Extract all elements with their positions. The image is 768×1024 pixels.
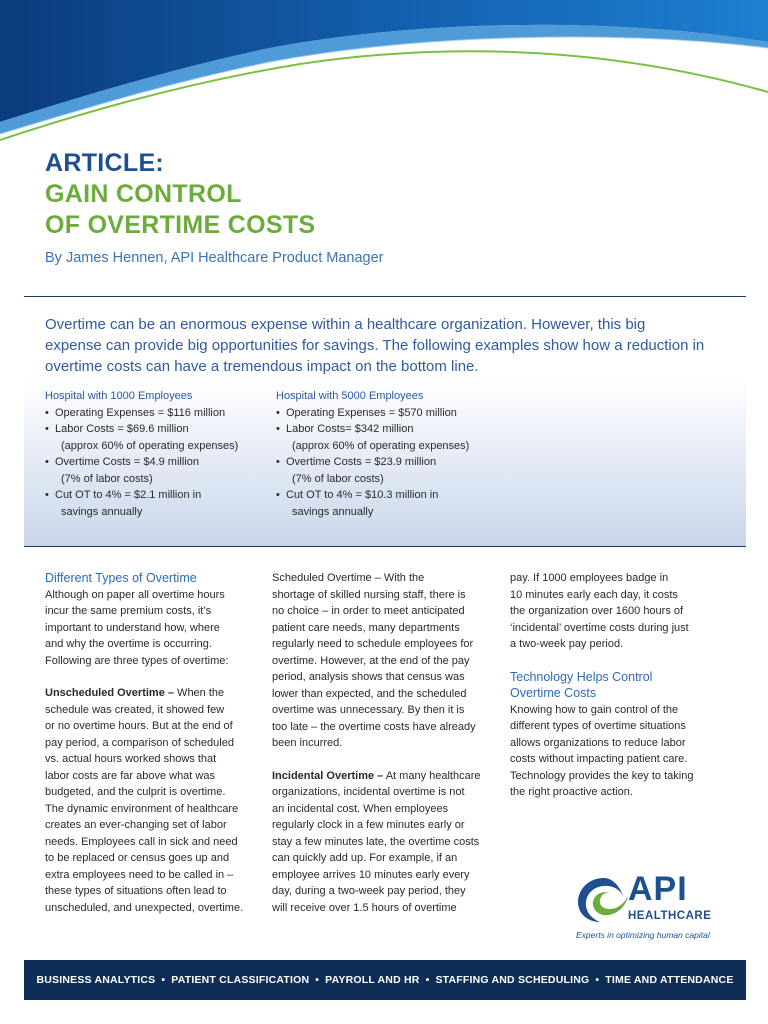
stat-item-note: (7% of labor costs): [292, 472, 384, 485]
logo-swirl-icon: [576, 874, 632, 926]
spacer: [272, 752, 497, 768]
title-line-1: GAIN CONTROL: [45, 180, 242, 208]
column-1: [45, 570, 260, 916]
stat-item-note: (7% of labor costs): [61, 472, 153, 485]
body-line: vs. actual hours worked shows that: [45, 753, 217, 765]
footer-item: PATIENT CLASSIFICATION: [171, 974, 310, 986]
body-line: pay. If 1000 employees badge in: [510, 572, 669, 584]
body-line: employee arrives 10 minutes early every: [272, 868, 470, 881]
section-heading: Technology Helps Control: [510, 669, 653, 684]
article-label: ARTICLE:: [45, 149, 165, 177]
body-line: stay a few minutes late, the overtime costs: [272, 835, 480, 848]
body-line: overtime was unnecessary. By then it is: [272, 704, 465, 716]
stat-item-note: savings annually: [292, 505, 374, 518]
body-line: can quickly add up. For example, if an: [272, 852, 458, 864]
stat-item: • Operating Expenses = $116 million: [45, 405, 238, 422]
body-line: Although on paper all overtime hours: [45, 588, 225, 601]
body-line: to be replaced or census goes up and: [45, 852, 230, 864]
body-line: organizations, incidental overtime is not: [272, 786, 465, 798]
body-line: Technology provides the key to taking: [510, 769, 694, 782]
body-line: labor costs are far above what was: [45, 769, 215, 782]
body-line: schedule was created, it showed few: [45, 703, 225, 716]
stat-item: • Overtime Costs = $4.9 million: [45, 454, 238, 471]
example-1000: [45, 388, 238, 520]
body-line: period, analysis shows that census was: [272, 671, 465, 683]
term-label: Unscheduled Overtime –: [45, 687, 174, 699]
footer-item: TIME AND ATTENDANCE: [605, 974, 734, 986]
footer-separator: •: [425, 974, 430, 986]
stat-item: • Operating Expenses = $570 million: [276, 405, 469, 422]
body-line: The dynamic environment of healthcare: [45, 802, 239, 815]
body-line: costs without impacting patient care.: [510, 753, 688, 765]
body-line: Knowing how to gain control of the: [510, 703, 679, 716]
footer-separator: •: [595, 974, 600, 986]
body-line: lower than expected, and the scheduled: [272, 687, 467, 700]
body-line: the right proactive action.: [510, 786, 633, 798]
stat-item-note: savings annually: [61, 505, 143, 518]
body-line: overtime. However, at the end of the pay: [272, 654, 470, 667]
body-line: Scheduled Overtime – With the: [272, 572, 425, 584]
footer-item: STAFFING AND SCHEDULING: [435, 974, 590, 986]
divider-top: [24, 296, 746, 297]
column-2: [272, 570, 497, 916]
body-line: or no overtime hours. But at the end of: [45, 720, 233, 732]
article-title: [45, 148, 315, 241]
example-heading: Hospital with 5000 Employees: [276, 390, 424, 402]
body-line: needs. Employees call in sick and need: [45, 835, 238, 848]
header-banner: [0, 0, 768, 150]
spacer: [45, 669, 260, 685]
body-line: incur the same premium costs, it’s: [45, 605, 212, 617]
stat-item: • Labor Costs = $69.6 million: [45, 421, 238, 438]
body-line: too late – the overtime costs have already: [272, 720, 476, 733]
logo-word: API: [628, 870, 688, 908]
footer-separator: •: [315, 974, 320, 986]
body-line: ‘incidental’ overtime costs during just: [510, 621, 689, 634]
wave-graphic: [0, 0, 768, 150]
body-line: and why the overtime is occurring.: [45, 638, 212, 650]
body-text: When the: [174, 687, 225, 699]
body-line: the organization over 1600 hours of: [510, 605, 684, 617]
body-line: [45, 685, 260, 702]
logo-subtitle: HEALTHCARE: [628, 910, 712, 922]
body-line: budgeted, and the culprit is overtime.: [45, 786, 226, 798]
body-line: a two-week pay period.: [510, 638, 624, 650]
body-line: 10 minutes early each day, it costs: [510, 588, 678, 601]
body-line: these types of situations often lead to: [45, 885, 227, 897]
intro-paragraph: Overtime can be an enormous expense within a healthcare organization. However, this big expense can provide big opportunities for savings. The following examples show how a reduction in overtime costs can have a tremendous impact on the bottom line.: [45, 316, 705, 375]
body-line: important to understand how, where: [45, 621, 220, 634]
body-line: pay period, a comparison of scheduled: [45, 736, 234, 749]
example-5000: [276, 388, 469, 520]
body-line: will receive over 1.5 hours of overtime: [272, 901, 457, 914]
body-line: no choice – in order to meet anticipated: [272, 605, 465, 617]
body-line: an incidental cost. When employees: [272, 802, 449, 815]
body-line: extra employees need to be called in –: [45, 868, 234, 881]
body-line: been incurred.: [272, 737, 343, 749]
title-line-2: OF OVERTIME COSTS: [45, 211, 316, 239]
body-line: regularly clock in a few minutes early or: [272, 819, 465, 831]
byline: By James Hennen, API Healthcare Product Manager: [45, 250, 384, 266]
body-line: creates an ever-changing set of labor: [45, 819, 227, 831]
api-healthcare-logo: [576, 872, 736, 944]
spacer: [510, 653, 730, 669]
body-line: shortage of skilled nursing staff, there is: [272, 588, 466, 601]
footer-item: PAYROLL AND HR: [325, 974, 420, 986]
column-3: [510, 570, 730, 801]
body-line: [272, 768, 497, 785]
stat-item: • Overtime Costs = $23.9 million: [276, 454, 469, 471]
body-line: day, during a two-week pay period, they: [272, 885, 466, 897]
logo-tagline: Experts in optimizing human capital: [576, 930, 710, 940]
section-heading: Overtime Costs: [510, 686, 597, 700]
body-line: Following are three types of overtime:: [45, 654, 229, 667]
term-label: Incidental Overtime –: [272, 769, 384, 782]
footer-separator: •: [161, 974, 166, 986]
section-heading: Different Types of Overtime: [45, 571, 197, 585]
divider-bottom: [24, 546, 746, 547]
body-line: patient care needs, many departments: [272, 621, 460, 634]
body-text: At many healthcare: [383, 769, 481, 782]
example-stats-box: [24, 380, 746, 546]
footer-item: BUSINESS ANALYTICS: [36, 974, 156, 986]
footer-bar: [24, 960, 746, 1000]
stat-item: • Cut OT to 4% = $2.1 million in: [45, 487, 238, 504]
body-line: different types of overtime situations: [510, 720, 686, 732]
stat-item: • Cut OT to 4% = $10.3 million in: [276, 487, 469, 504]
stat-item-note: (approx 60% of operating expenses): [292, 439, 470, 452]
body-line: allows organizations to reduce labor: [510, 736, 686, 749]
stat-item-note: (approx 60% of operating expenses): [61, 439, 239, 452]
body-line: regularly need to schedule employees for: [272, 638, 474, 650]
stat-item: • Labor Costs= $342 million: [276, 421, 469, 438]
body-line: unscheduled, and unexpected, overtime.: [45, 901, 244, 914]
example-heading: Hospital with 1000 Employees: [45, 390, 193, 402]
